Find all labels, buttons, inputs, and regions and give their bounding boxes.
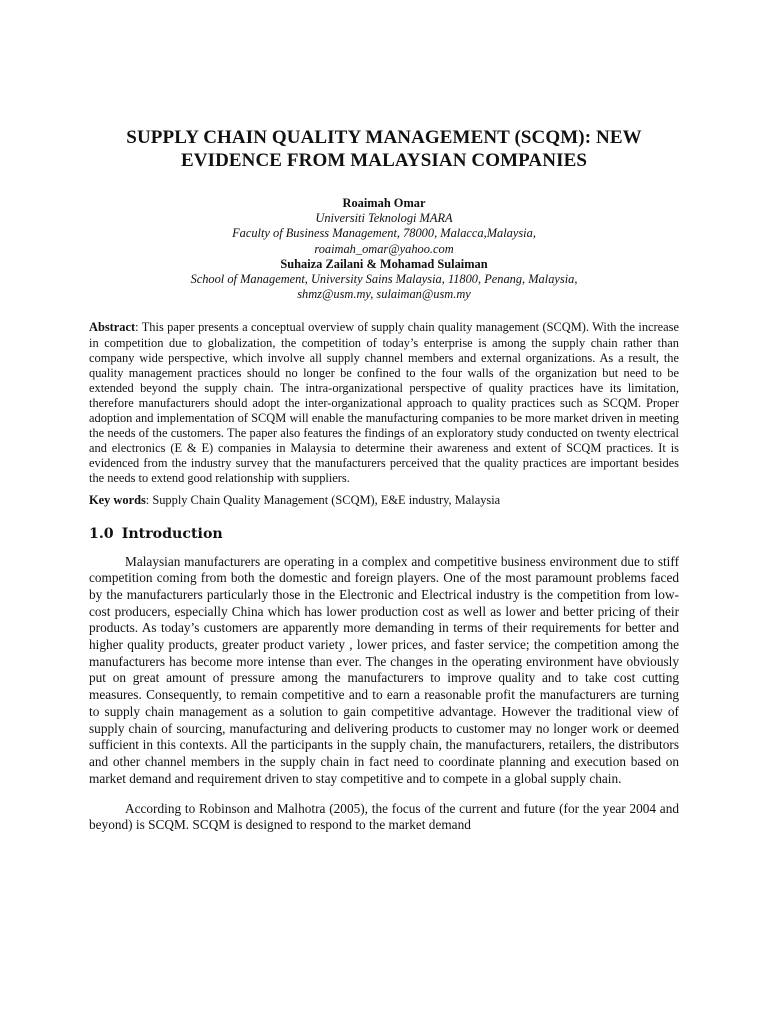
author-block xyxy=(89,196,679,302)
author-email-2: shmz@usm.my, sulaiman@usm.my xyxy=(297,287,471,302)
keywords-text: : Supply Chain Quality Management (SCQM), E&E industry, Malaysia xyxy=(145,493,501,508)
author-affiliation-1b: Faculty of Business Management, 78000, Malacca,Malaysia, xyxy=(232,226,536,241)
keywords-label: Key words xyxy=(89,493,146,508)
body-paragraph-1: Malaysian manufacturers are operating in a complex and competitive business environment due to stiff competition coming from both the domestic and foreign players. One of the most paramount problems faced by the manufacturers particularly those in the Electronic and Electrical industry is the competition from low-cost producers, especially China which has lower production cost as well as lower and better pricing of their products. As today’s customers are apparently more demanding in terms of their requirements for better and higher quality products, greater product variety , lower prices, and faster service; the competition among the manufacturers has become more intense than ever. The changes in the operating environment have obviously put on great amount of pressure among the manufacturers to improve quality and to take cost cutting measures. Consequently, to remain competitive and to earn a reasonable profit the manufacturers are turning to supply chain management as a solution to gain competitive advantage. However the traditional view of supply chain of sourcing, manufacturing and delivering products to customer may no longer work or deemed sufficient in this contexts. All the participants in the supply chain, the manufacturers, retailers, the distributors and other channel members in the supply chain in fact need to coordinate planning and execution based on market demand and requirement driven to stay competitive and to compete in a global supply chain. xyxy=(89,553,679,786)
title-line-1: SUPPLY CHAIN QUALITY MANAGEMENT (SCQM): NEW xyxy=(126,127,642,148)
keywords xyxy=(89,493,679,508)
author-email-1: roaimah_omar@yahoo.com xyxy=(314,241,454,256)
section-title: Introduction xyxy=(121,525,223,542)
author-affiliation-1a: Universiti Teknologi MARA xyxy=(315,211,453,226)
section-heading xyxy=(89,525,679,543)
paper-title xyxy=(89,126,679,172)
author-affiliation-2: School of Management, University Sains Malaysia, 11800, Penang, Malaysia, xyxy=(190,272,578,287)
abstract-text: : This paper presents a conceptual overview of supply chain quality management (SCQM). With the increase in competition due to globalization, the competition of today’s enterprise is among the supply chain rather than company wide perspective, which involve all supply channel members and external organizations. As a result, the quality management practices should no longer be confined to the four walls of the organization but need to be extended beyond the supply chain. The intra-organizational perspective of quality practices have its limitation, therefore manufacturers should adopt the inter-organizational approach to quality practices such as SCQM. Proper adoption and implementation of SCQM will enable the manufacturing companies to be more market driven in meeting the needs of the customers. The paper also features the findings of an exploratory study conducted on twenty electrical and electronics (E & E) companies in Malaysia to determine their awareness and extent of SCQM practices. It is evidenced from the industry survey that the manufacturers perceived that the quality practices are important besides the needs to extend good relationship with suppliers. xyxy=(89,320,679,486)
author-name-2: Suhaiza Zailani & Mohamad Sulaiman xyxy=(280,256,488,271)
body-paragraph-2: According to Robinson and Malhotra (2005), the focus of the current and future (for the year 2004 and beyond) is SCQM. SCQM is designed to respond to the market demand xyxy=(89,800,679,833)
abstract-label: Abstract xyxy=(89,320,136,335)
section-number: 1.0 xyxy=(89,525,114,542)
author-name-1: Roaimah Omar xyxy=(342,196,426,210)
title-line-2: EVIDENCE FROM MALAYSIAN COMPANIES xyxy=(180,150,588,171)
abstract xyxy=(89,320,679,486)
